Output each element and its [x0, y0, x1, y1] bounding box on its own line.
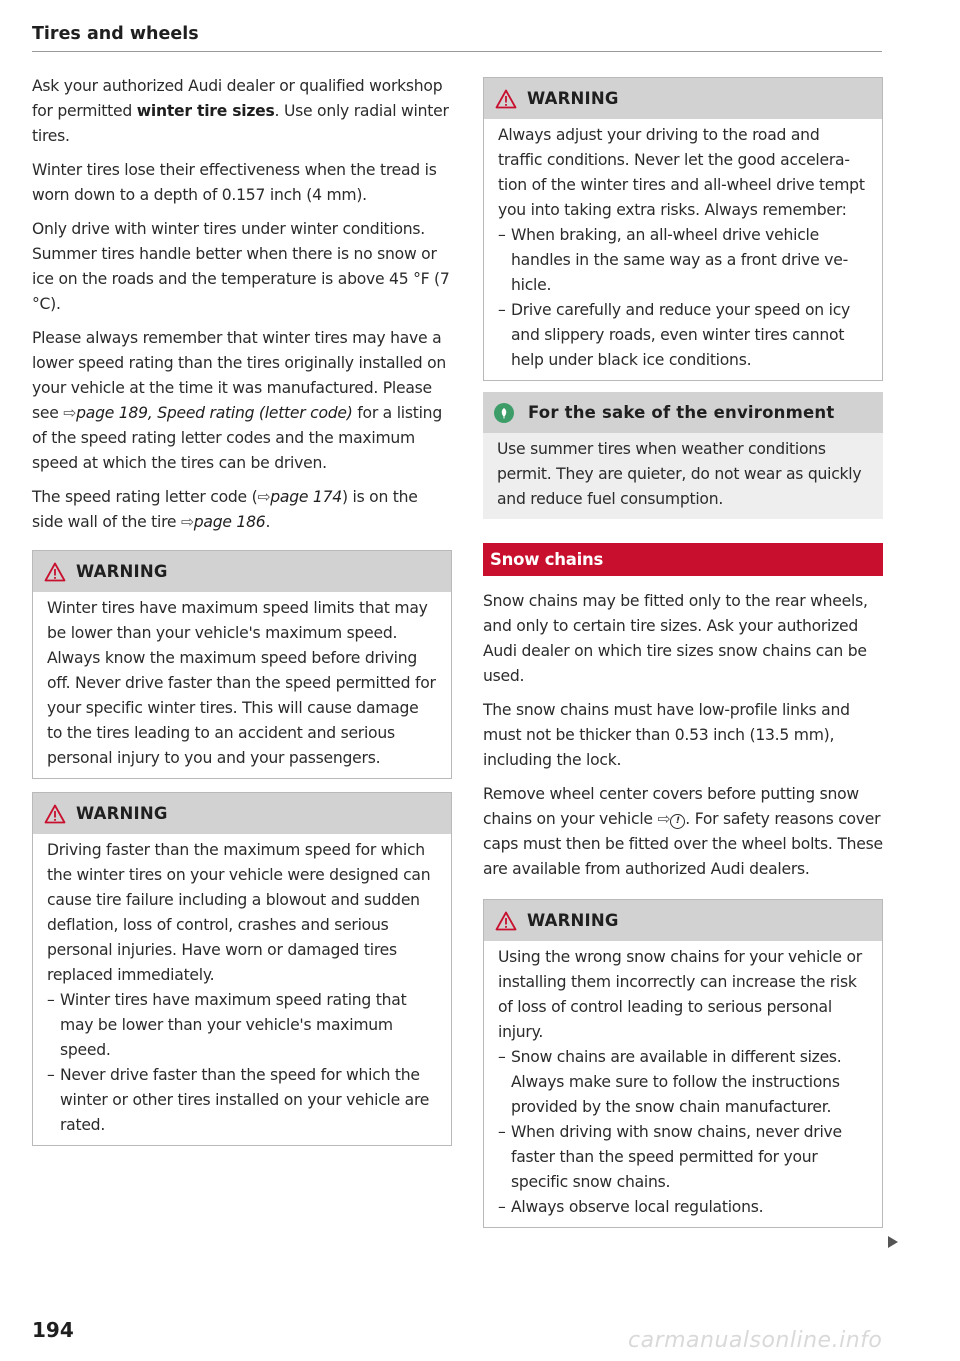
environment-leaf-icon — [494, 403, 514, 423]
page-number: 194 — [32, 1318, 74, 1342]
cross-reference-link[interactable]: ⇨page 174 — [257, 488, 342, 506]
warning-header — [33, 551, 451, 592]
cross-reference-link[interactable] — [657, 810, 685, 828]
bold-term-winter-tire-sizes: winter tire sizes — [136, 102, 275, 120]
cross-reference-link[interactable]: ⇨page 189, Speed rating (letter code) — [63, 404, 353, 422]
warning-text: Driving faster than the maximum speed for which the winter tires on your vehicle were designed can cause tire failure including a blowout and sudden deflation, loss of control, crashes and serious personal injuries. Have worn or damaged tires replaced immediately. — [47, 841, 431, 984]
environment-note-title: For the sake of the environment — [528, 403, 835, 422]
warning-text: Always adjust your driving to the road and traffic conditions. Never let the good acceleration of the winter tires and all-wheel drive tempt you into taking extra risks. Always remember: — [498, 126, 865, 219]
arrow-right-icon: ⇨ — [257, 488, 271, 506]
warning-header — [33, 793, 451, 834]
paragraph-winter-tire-sizes: Ask your authorized Audi dealer or qualified workshop for permitted winter tire sizes. Use only radial winter tires. — [32, 77, 449, 145]
warning-box — [483, 899, 883, 1228]
paragraph-wheel-covers: Remove wheel center covers before putting snow chains on your vehicle ⇨ ! . For safety reasons cover caps must then be fitted over the wheel bolts. These are available from authorized Audi dealers. — [483, 785, 883, 878]
list-item: – Drive carefully and reduce your speed on icy and slippery roads, even winter tires cannot help under black ice conditions. — [498, 298, 868, 373]
header-divider — [32, 51, 882, 52]
warning-box — [483, 77, 883, 381]
right-column — [483, 77, 883, 1240]
paragraph-winter-conditions: Only drive with winter tires under winter conditions. Summer tires handle better when there is no snow or ice on the roads and the temperature is above 45 °F (7 °C). — [32, 220, 450, 313]
warning-header — [484, 78, 882, 119]
arrow-right-icon: ⇨ — [180, 513, 194, 531]
watermark: carmanualsonline.info — [628, 1328, 883, 1353]
warning-title: WARNING — [527, 89, 619, 108]
list-item: – When driving with snow chains, never drive faster than the speed permitted for your specific snow chains. — [498, 1120, 868, 1195]
environment-note-box — [483, 392, 883, 519]
paragraph-snow-chains-fitting: Snow chains may be fitted only to the rear wheels, and only to certain tire sizes. Ask your authorized Audi dealer on which tire sizes snow chains can be used. — [483, 592, 868, 685]
warning-header — [484, 900, 882, 941]
warning-text: Using the wrong snow chains for your vehicle or installing them incorrectly can increase the risk of loss of control leading to serious personal injury. — [498, 948, 862, 1041]
continue-arrow-icon — [888, 1236, 898, 1248]
arrow-right-icon: ⇨ — [657, 810, 671, 828]
environment-note-text: Use summer tires when weather conditions permit. They are quieter, do not wear as quickly and reduce fuel consumption. — [497, 440, 862, 508]
list-item: – Snow chains are available in different sizes. Always make sure to follow the instructions provided by the snow chain manufacturer. — [498, 1045, 868, 1120]
list-item: – Winter tires have maximum speed rating that may be lower than your vehicle's maximum speed. — [47, 988, 437, 1063]
warning-triangle-icon — [44, 804, 66, 824]
paragraph-speed-rating-code: The speed rating letter code (⇨page 174) is on the side wall of the tire ⇨page 186. — [32, 488, 418, 531]
warning-list — [498, 223, 868, 373]
warning-triangle-icon — [495, 911, 517, 931]
list-item: – Never drive faster than the speed for which the winter or other tires installed on your vehicle are rated. — [47, 1063, 437, 1138]
warning-list — [498, 1045, 868, 1220]
warning-list — [47, 988, 437, 1138]
caution-icon: ! — [670, 814, 685, 829]
paragraph-snow-chains-profile: The snow chains must have low-profile links and must not be thicker than 0.53 inch (13.5 mm), including the lock. — [483, 701, 850, 769]
paragraph-speed-rating: Please always remember that winter tires may have a lower speed rating than the tires originally installed on your vehicle at the time it was manufactured. Please see ⇨page 189, Speed rating (letter code) for a listing of the speed rating letter codes and the maximum speed at which the tires can be driven. — [32, 329, 447, 472]
warning-title: WARNING — [76, 804, 168, 823]
warning-triangle-icon — [495, 89, 517, 109]
warning-box — [32, 792, 452, 1146]
cross-reference-link[interactable]: ⇨page 186 — [180, 513, 266, 531]
list-item: – When braking, an all-wheel drive vehicle handles in the same way as a front drive vehicle. — [498, 223, 868, 298]
warning-title: WARNING — [527, 911, 619, 930]
list-item: – Always observe local regulations. — [498, 1195, 868, 1220]
paragraph-tread-depth: Winter tires lose their effectiveness when the tread is worn down to a depth of 0.157 inch (4 mm). — [32, 161, 437, 204]
section-heading-snow-chains: Snow chains — [483, 543, 883, 576]
warning-box — [32, 550, 452, 779]
arrow-right-icon: ⇨ — [63, 404, 77, 422]
warning-text: Winter tires have maximum speed limits that may be lower than your vehicle's maximum speed. Always know the maximum speed before driving off. Never drive faster than the speed permitted for your specific winter tires. This will cause damage to the tires leading to an accident and serious personal injury to you and your passengers. — [47, 599, 436, 767]
warning-title: WARNING — [76, 562, 168, 581]
environment-note-header — [483, 392, 883, 433]
section-header-title: Tires and wheels — [32, 24, 199, 44]
warning-triangle-icon — [44, 562, 66, 582]
left-column — [32, 74, 452, 1158]
